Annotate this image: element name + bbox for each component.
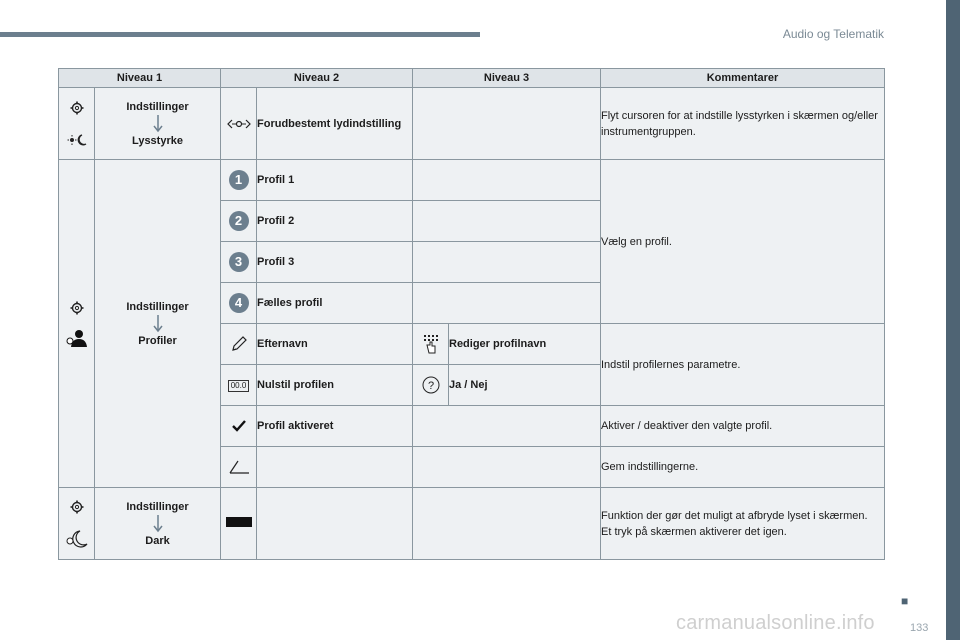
empty-cell: [257, 488, 413, 560]
dark-screen-icon[interactable]: [221, 488, 257, 560]
level1-icons: [59, 488, 95, 560]
level1-bottom-label: Lysstyrke: [132, 134, 183, 147]
back-arrow-icon[interactable]: [221, 447, 257, 488]
empty-cell: [413, 242, 601, 283]
svg-text:?: ?: [427, 380, 434, 392]
level1-bottom-label: Profiler: [138, 334, 177, 347]
reset-profile-label: Nulstil profilen: [257, 365, 413, 406]
page-number: 133: [910, 622, 929, 634]
arrow-down-icon: [151, 115, 165, 133]
moon-icon: [59, 530, 94, 548]
yes-no-label: Ja / Nej: [449, 365, 601, 406]
level1-top-label: Indstillinger: [126, 300, 189, 313]
profile-1-badge-cell[interactable]: [221, 160, 257, 201]
profile-2-label: Profil 2: [257, 201, 413, 242]
dark-comment-line2: Et tryk på skærmen aktiverer det igen.: [601, 525, 787, 538]
profile-3-badge-cell[interactable]: [221, 242, 257, 283]
level1-top-label: Indstillinger: [126, 500, 189, 513]
preset-sound-icon[interactable]: [221, 88, 257, 160]
gear-icon: [59, 301, 94, 315]
profile-activated-label: Profil aktiveret: [257, 406, 413, 447]
profile-params-comment: Indstil profilernes parametre.: [601, 324, 885, 406]
profile-2-badge-cell[interactable]: [221, 201, 257, 242]
reset-icon-text: 00.0: [228, 380, 250, 392]
level1-cell: [95, 160, 221, 488]
save-settings-comment: Gem indstillingerne.: [601, 447, 885, 488]
common-profile-label: Fælles profil: [257, 283, 413, 324]
lastname-label: Efternavn: [257, 324, 413, 365]
empty-cell: [413, 88, 601, 160]
number-badge: 2: [229, 211, 249, 231]
checkmark-icon[interactable]: [221, 406, 257, 447]
empty-cell: [413, 283, 601, 324]
settings-table: [58, 68, 885, 560]
rename-profile-label: Rediger profilnavn: [449, 324, 601, 365]
level1-cell: [95, 488, 221, 560]
col-header-level2: Niveau 2: [221, 69, 413, 88]
empty-cell: [413, 160, 601, 201]
profile-activate-comment: Aktiver / deaktiver den valgte profil.: [601, 406, 885, 447]
dark-comment-line1: Funktion der gør det muligt at afbryde lyset i skærmen.: [601, 509, 868, 522]
empty-cell: [413, 406, 601, 447]
empty-cell: [413, 447, 601, 488]
table-header-row: [59, 69, 885, 88]
question-icon[interactable]: [413, 365, 449, 406]
number-badge: 3: [229, 252, 249, 272]
side-strip: [946, 0, 960, 640]
reset-icon[interactable]: [221, 365, 257, 406]
level1-icons: [59, 88, 95, 160]
level1-bottom-label: Dark: [145, 534, 170, 547]
level1-cell: [95, 88, 221, 160]
level1-icons: [59, 160, 95, 488]
keypad-icon[interactable]: [413, 324, 449, 365]
pencil-icon[interactable]: [221, 324, 257, 365]
col-header-level1: Niveau 1: [59, 69, 221, 88]
page-marker: ■: [901, 594, 909, 608]
dark-comment: [601, 488, 885, 560]
empty-cell: [413, 201, 601, 242]
preset-sound-label: Forudbestemt lydindstilling: [257, 88, 413, 160]
number-badge: 1: [229, 170, 249, 190]
profile-1-label: Profil 1: [257, 160, 413, 201]
header-title: Audio og Telematik: [782, 27, 884, 41]
profile-4-badge-cell[interactable]: [221, 283, 257, 324]
empty-cell: [413, 488, 601, 560]
watermark: carmanualsonline.info: [676, 612, 875, 634]
empty-cell: [257, 447, 413, 488]
header-bar: [0, 32, 480, 37]
brightness-icon: [59, 133, 94, 147]
gear-icon: [59, 101, 94, 115]
number-badge: 4: [229, 293, 249, 313]
arrow-down-icon: [151, 315, 165, 333]
brightness-comment: Flyt cursoren for at indstille lysstyrken i skærmen og/eller instrumentgruppen.: [601, 88, 885, 160]
table-row: [59, 88, 885, 160]
table-row: [59, 488, 885, 560]
profile-3-label: Profil 3: [257, 242, 413, 283]
col-header-level3: Niveau 3: [413, 69, 601, 88]
col-header-comments: Kommentarer: [601, 69, 885, 88]
profile-select-comment: Vælg en profil.: [601, 160, 885, 324]
gear-icon: [59, 500, 94, 514]
arrow-down-icon: [151, 515, 165, 533]
level1-top-label: Indstillinger: [126, 100, 189, 113]
profile-person-icon: [59, 329, 94, 347]
table-row: [59, 160, 885, 201]
